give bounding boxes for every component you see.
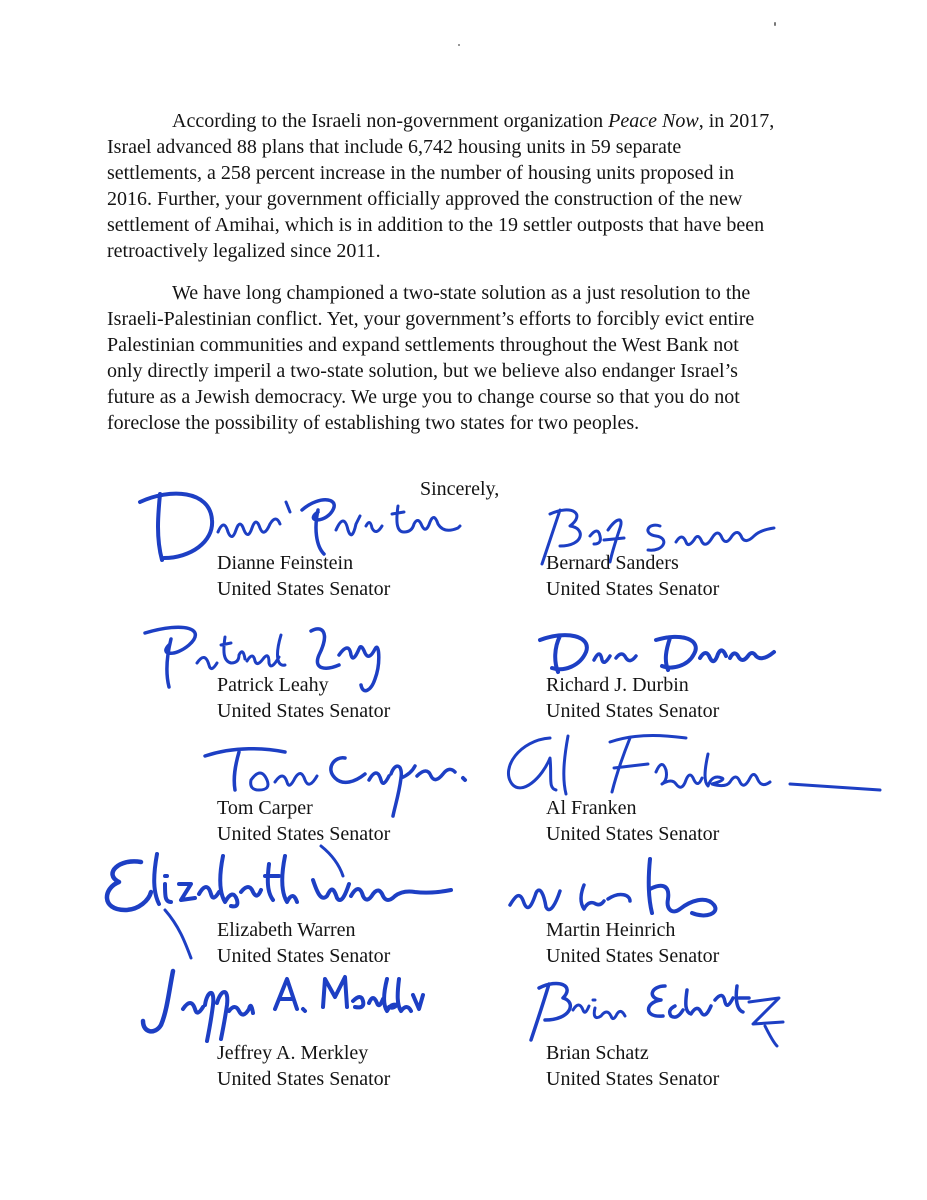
paragraph-line: Israeli-Palestinian conflict. Yet, your government’s efforts to forcibly evict entire <box>107 308 755 330</box>
signatory-name: Dianne Feinstein <box>217 552 354 574</box>
paragraph-line: settlement of Amihai, which is in addition to the 19 settler outposts that have been <box>107 214 765 236</box>
paragraph-line: settlements, a 258 percent increase in the number of housing units proposed in <box>107 162 735 184</box>
organization-name: Peace Now <box>608 110 699 132</box>
signatory-name: Al Franken <box>546 797 637 819</box>
signature-block <box>546 1040 719 1092</box>
signatory-title: United States Senator <box>546 945 720 967</box>
signature-block <box>546 672 719 724</box>
paragraph-line: 2016. Further, your government officially approved the construction of the new <box>107 188 743 210</box>
signature-merkley <box>125 965 425 1045</box>
paragraph-line: Israel advanced 88 plans that include 6,742 housing units in 59 separate <box>107 136 682 158</box>
signatory-title: United States Senator <box>217 700 391 722</box>
paragraph-line: foreclose the possibility of establishing two states for two peoples. <box>107 412 640 434</box>
signature-block <box>217 795 390 847</box>
scan-speck <box>458 44 460 46</box>
signature-block <box>546 795 719 847</box>
paragraph-line: future as a Jewish democracy. We urge you to change course so that you do not <box>107 386 740 408</box>
signatory-name: Patrick Leahy <box>217 674 329 696</box>
closing-salutation: Sincerely, <box>420 478 500 500</box>
signatory-name: Elizabeth Warren <box>217 919 356 941</box>
signatory-name: Brian Schatz <box>546 1042 649 1064</box>
body-paragraph-2 <box>107 280 867 436</box>
paragraph-line: retroactively legalized since 2011. <box>107 240 381 262</box>
signatory-name: Martin Heinrich <box>546 919 676 941</box>
scan-speck <box>774 22 776 26</box>
paragraph-line: We have long championed a two-state solution as a just resolution to the <box>172 282 751 304</box>
signatory-title: United States Senator <box>546 700 720 722</box>
signatory-title: United States Senator <box>217 1068 391 1090</box>
paragraph-line: only directly imperil a two-state solution, but we believe also endanger Israel’s <box>107 360 738 382</box>
signature-block <box>217 672 390 724</box>
signatory-name: Richard J. Durbin <box>546 674 689 696</box>
signature-block <box>546 917 719 969</box>
signatory-title: United States Senator <box>546 578 720 600</box>
signature-block <box>217 917 390 969</box>
signature-block <box>217 550 390 602</box>
signatory-title: United States Senator <box>546 1068 720 1090</box>
signatory-name: Tom Carper <box>217 797 313 819</box>
signatory-title: United States Senator <box>546 823 720 845</box>
paragraph-line: According to the Israeli non-government organization Peace Now, in 2017, <box>172 110 775 132</box>
body-paragraph-1 <box>107 108 867 264</box>
signatory-name: Bernard Sanders <box>546 552 679 574</box>
signature-block <box>546 550 719 602</box>
signature-franken <box>490 728 890 800</box>
signatory-title: United States Senator <box>217 823 391 845</box>
signatory-title: United States Senator <box>217 945 391 967</box>
signatory-name: Jeffrey A. Merkley <box>217 1042 369 1064</box>
signature-durbin <box>530 628 780 678</box>
signature-schatz <box>515 970 795 1050</box>
paragraph-line: Palestinian communities and expand settlements throughout the West Bank not <box>107 334 739 356</box>
signature-block <box>217 1040 390 1092</box>
signatory-title: United States Senator <box>217 578 391 600</box>
